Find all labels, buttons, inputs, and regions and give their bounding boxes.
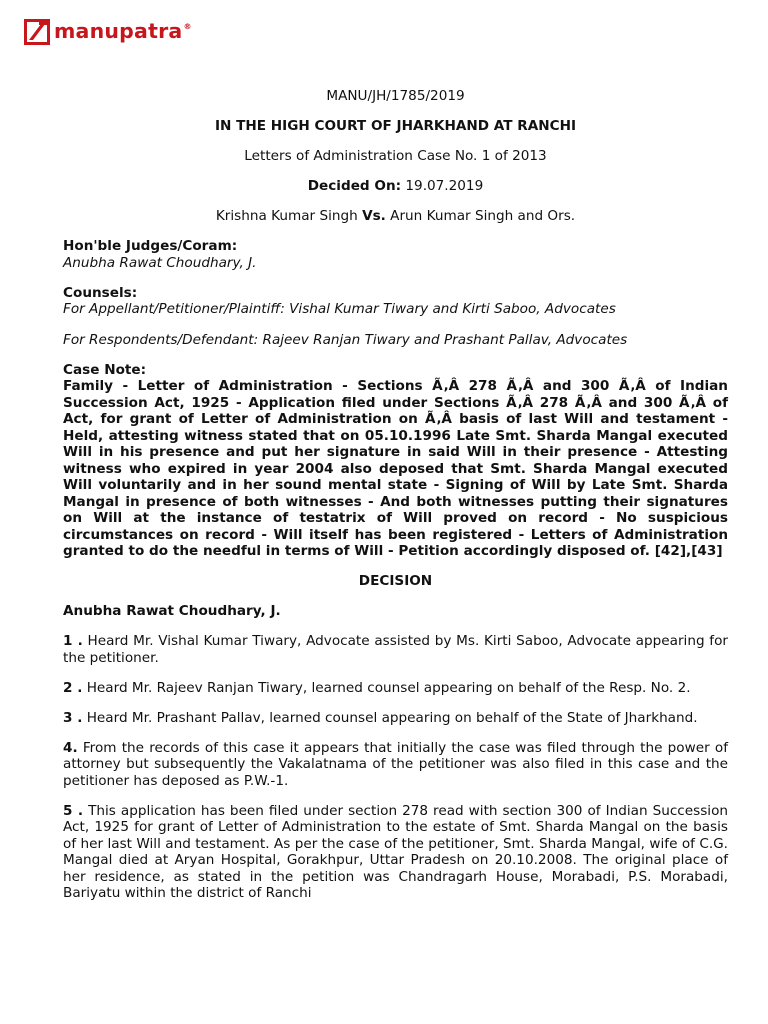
appellant-counsel: For Appellant/Petitioner/Plaintiff: Vishal Kumar Tiwary and Kirti Saboo, Advocates — [63, 301, 616, 317]
brand-name: manupatra® — [54, 18, 192, 43]
paragraph-number: 1 . — [63, 633, 83, 649]
paragraph-number: 2 . — [63, 679, 83, 696]
paragraph-3 — [63, 710, 728, 727]
paragraph-text: Heard Mr. Vishal Kumar Tiwary, Advocate assisted by Ms. Kirti Saboo, Advocate appearing for the petitioner. — [63, 633, 728, 666]
paragraph-4 — [63, 740, 728, 790]
paragraph-number: 4. — [63, 739, 78, 756]
decision-heading: DECISION — [358, 573, 433, 589]
registered-mark: ® — [183, 21, 192, 31]
case-note-heading: Case Note: — [63, 361, 147, 378]
appellant-name: Krishna Kumar Singh — [215, 208, 358, 224]
case-parties — [63, 208, 728, 225]
paragraph-text: Heard Mr. Rajeev Ranjan Tiwary, learned counsel appearing on behalf of the Resp. No. 2. — [86, 679, 691, 696]
paragraph-number: 3 . — [63, 709, 83, 726]
document-content — [63, 88, 728, 902]
case-number: Letters of Administration Case No. 1 of 2013 — [244, 148, 547, 164]
respondent-counsel: For Respondents/Defendant: Rajeev Ranjan Tiwary and Prashant Pallav, Advocates — [63, 331, 628, 348]
judges-heading: Hon'ble Judges/Coram: — [63, 238, 238, 254]
court-name: IN THE HIGH COURT OF JHARKHAND AT RANCHI — [214, 118, 577, 134]
paragraph-text: Heard Mr. Prashant Pallav, learned counsel appearing on behalf of the State of Jharkhand. — [86, 709, 698, 726]
judgment-author: Anubha Rawat Choudhary, J. — [63, 603, 281, 619]
paragraph-number: 5 . — [63, 802, 84, 819]
manupatra-logo-icon — [24, 19, 50, 45]
case-note-text: Family - Letter of Administration - Sections Ã‚Â 278 Ã‚Â and 300 Ã‚Â of Indian Succession Act, 1925 - Application filed under Sections Ã‚Â 278 Ã‚Â and 300 Ã‚Â of Act, for grant of Letter of Administration on Ã‚Â basis of last Will and testament - Held, attesting witness stated that on 05.10.1996 Late Smt. Sharda Mangal executed Will in his presence and put her signature in said Will in their presence - Attesting witness who expired in year 2004 also deposed that Smt. Sharda Mangal executed Will voluntarily and in her sound mental state - Signing of Will by Late Smt. Sharda Mangal in presence of both witnesses - And both witnesses putting their signatures on Will at the instance of testatrix of Will proved on record - No suspicious circumstances on record - Will itself has been registered - Letters of Administration granted to do the needful in terms of Will - Petition accordingly disposed of. [42],[43] — [63, 378, 728, 559]
brand-logo[interactable] — [24, 17, 192, 47]
decided-date: 19.07.2019 — [405, 178, 484, 194]
paragraph-1 — [63, 633, 728, 666]
paragraph-text: From the records of this case it appears that initially the case was filed through the power of attorney but subsequently the Vakalatnama of the petitioner was also filed in this case and the petitioner has deposed as P.W.-1. — [63, 739, 728, 789]
paragraph-text: This application has been filed under section 278 read with section 300 of Indian Succession Act, 1925 for grant of Letter of Administration to the estate of Smt. Sharda Mangal on the basis of her last Will and testament. As per the case of the petitioner, Smt. Sharda Mangal, wife of C.G. Mangal died at Aryan Hospital, Gorakhpur, Uttar Pradesh on 20.10.2008. The original place of her residence, as stated in the petition was Chandragarh House, Morabadi, P.S. Morabadi, Bariyatu within the district of Ranchi — [63, 802, 729, 901]
judge-name: Anubha Rawat Choudhary, J. — [63, 254, 257, 271]
decided-on — [63, 178, 728, 195]
paragraph-2 — [63, 680, 728, 697]
paragraph-5 — [63, 803, 728, 902]
decided-label: Decided On: — [307, 178, 402, 194]
respondent-name: Arun Kumar Singh and Ors. — [390, 208, 576, 224]
counsels-heading: Counsels: — [63, 284, 138, 301]
citation: MANU/JH/1785/2019 — [326, 88, 465, 104]
versus: Vs. — [362, 208, 386, 224]
